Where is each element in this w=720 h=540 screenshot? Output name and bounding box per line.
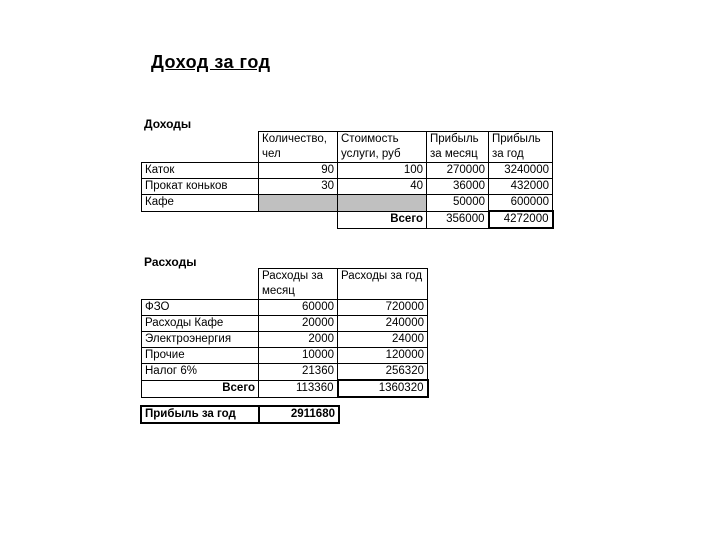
income-heading: Доходы	[144, 117, 192, 131]
table-row	[142, 348, 428, 364]
expense-row-name: Расходы Кафе	[142, 316, 259, 332]
table-row	[142, 163, 553, 179]
income-header-year: Прибыль за год	[489, 132, 553, 163]
profit-row	[141, 406, 339, 423]
table-row	[142, 195, 553, 212]
income-total-row	[142, 211, 553, 228]
income-row-qty	[259, 195, 338, 212]
expense-row-month: 21360	[259, 364, 338, 381]
expense-row-month: 2000	[259, 332, 338, 348]
income-row-name: Каток	[142, 163, 259, 179]
expense-row-year: 256320	[338, 364, 428, 381]
table-row	[142, 332, 428, 348]
expense-row-name: Прочие	[142, 348, 259, 364]
profit-value: 2911680	[259, 406, 339, 423]
expenses-table	[141, 268, 429, 398]
expense-row-year: 240000	[338, 316, 428, 332]
income-row-qty: 90	[259, 163, 338, 179]
expense-row-year: 120000	[338, 348, 428, 364]
expenses-total-year: 1360320	[338, 380, 428, 397]
income-row-price: 40	[338, 179, 427, 195]
income-header-price: Стоимость услуги, руб	[338, 132, 427, 163]
expenses-header-month: Расходы за месяц	[259, 269, 338, 300]
income-total-label: Всего	[338, 211, 427, 228]
table-row	[142, 300, 428, 316]
expense-row-name: ФЗО	[142, 300, 259, 316]
income-row-year: 600000	[489, 195, 553, 212]
expenses-total-row	[142, 380, 428, 397]
income-row-year: 3240000	[489, 163, 553, 179]
income-row-price	[338, 195, 427, 212]
income-header-qty: Количество, чел	[259, 132, 338, 163]
income-row-month: 50000	[427, 195, 489, 212]
expenses-header-year: Расходы за год	[338, 269, 428, 300]
expense-row-month: 20000	[259, 316, 338, 332]
expense-row-month: 10000	[259, 348, 338, 364]
income-row-month: 270000	[427, 163, 489, 179]
expenses-total-label: Всего	[142, 380, 259, 397]
page-title: Доход за год	[151, 52, 271, 72]
table-row	[142, 179, 553, 195]
income-total-month: 356000	[427, 211, 489, 228]
income-row-qty: 30	[259, 179, 338, 195]
expense-row-month: 60000	[259, 300, 338, 316]
income-row-year: 432000	[489, 179, 553, 195]
expenses-header-row	[142, 269, 428, 300]
expenses-total-month: 113360	[259, 380, 338, 397]
income-row-price: 100	[338, 163, 427, 179]
expense-row-year: 720000	[338, 300, 428, 316]
income-header-row	[142, 132, 553, 163]
income-row-name: Кафе	[142, 195, 259, 212]
income-total-year: 4272000	[489, 211, 553, 228]
profit-table	[140, 405, 340, 424]
income-row-month: 36000	[427, 179, 489, 195]
income-header-month: Прибыль за месяц	[427, 132, 489, 163]
expenses-heading: Расходы	[144, 255, 197, 269]
table-row	[142, 316, 428, 332]
expense-row-year: 24000	[338, 332, 428, 348]
table-row	[142, 364, 428, 381]
income-table	[141, 131, 554, 229]
expense-row-name: Электроэнергия	[142, 332, 259, 348]
profit-label: Прибыль за год	[141, 406, 259, 423]
expense-row-name: Налог 6%	[142, 364, 259, 381]
income-row-name: Прокат коньков	[142, 179, 259, 195]
